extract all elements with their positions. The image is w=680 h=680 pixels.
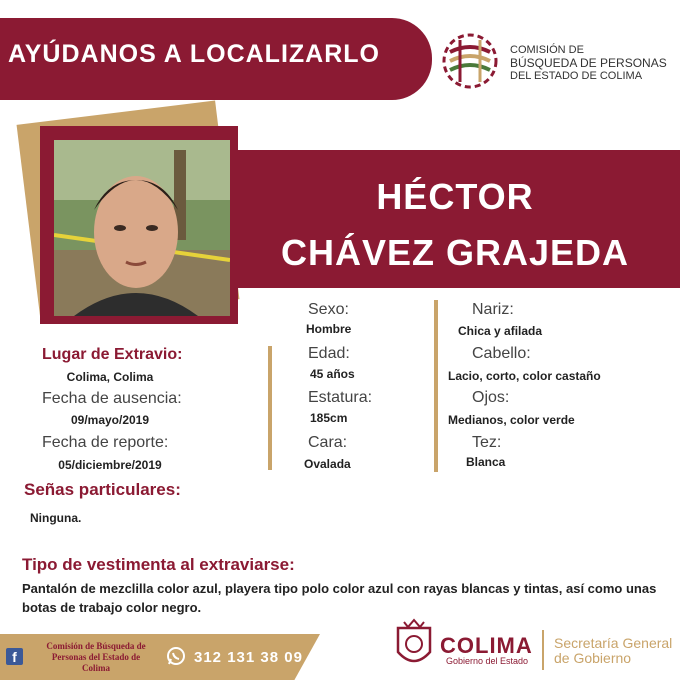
vestimenta-title: Tipo de vestimenta al extraviarse: [22,555,295,574]
cara-value: Ovalada [304,457,351,471]
commission-line: COMISIÓN DE [510,44,584,56]
footer-divider [542,630,544,670]
ojos-label: Ojos: [472,389,510,406]
commission-line: BÚSQUEDA DE PERSONAS [510,56,667,70]
commission-logo [436,28,504,94]
sexo-value: Hombre [306,322,352,336]
nariz-value: Chica y afilada [458,324,543,338]
footer-org-line: Colima [82,663,110,673]
ausencia-label: Fecha de ausencia: [42,390,182,407]
cabello-label: Cabello: [472,345,531,362]
reporte-value: 05/diciembre/2019 [58,458,162,472]
reporte-label: Fecha de reporte: [42,434,169,451]
senas-title: Señas particulares: [24,480,181,499]
footer-org-line: Comisión de Búsqueda de [46,641,146,651]
estatura-value: 185cm [310,411,348,425]
secretaria-name [554,636,672,666]
commission-name [510,44,667,83]
sexo-label: Sexo: [308,301,349,318]
cabello-value: Lacio, corto, color castaño [448,369,601,383]
secretaria-line: Secretaría General [554,635,673,651]
colima-subtitle: Gobierno del Estado [446,656,529,666]
colima-crest [392,618,436,672]
column-divider [434,300,438,472]
edad-value: 45 años [310,367,355,381]
contact-phone: 312 131 38 09 [194,649,303,666]
facebook-icon[interactable]: f [6,648,23,665]
estatura-label: Estatura: [308,389,373,406]
edad-label: Edad: [308,345,350,362]
person-photo [54,140,230,316]
vestimenta-value: Pantalón de mezclilla color azul, playera tipo polo color azul con rayas blancas y tintas, así como unas botas de trabajo color negro. [22,581,657,615]
column-divider [268,346,272,470]
commission-line: DEL ESTADO DE COLIMA [510,70,643,82]
footer-org-line: Personas del Estado de [51,652,141,662]
person-last-names: CHÁVEZ GRAJEDA [280,232,630,273]
tez-label: Tez: [472,434,502,451]
cara-label: Cara: [308,434,348,451]
tez-value: Blanca [466,455,506,469]
lugar-value: Colima, Colima [66,370,154,384]
secretaria-line: de Gobierno [554,650,632,666]
ausencia-value: 09/mayo/2019 [70,413,150,427]
header-title: AYÚDANOS A LOCALIZARLO [8,40,380,68]
whatsapp-icon[interactable] [166,646,186,666]
footer-org-name [26,641,166,674]
nariz-label: Nariz: [472,301,514,318]
colima-wordmark: COLIMA [440,633,533,658]
lugar-label: Lugar de Extravio: [42,346,183,363]
ojos-value: Medianos, color verde [448,413,575,427]
senas-value: Ninguna. [30,511,82,525]
person-first-name: HÉCTOR [376,176,534,217]
